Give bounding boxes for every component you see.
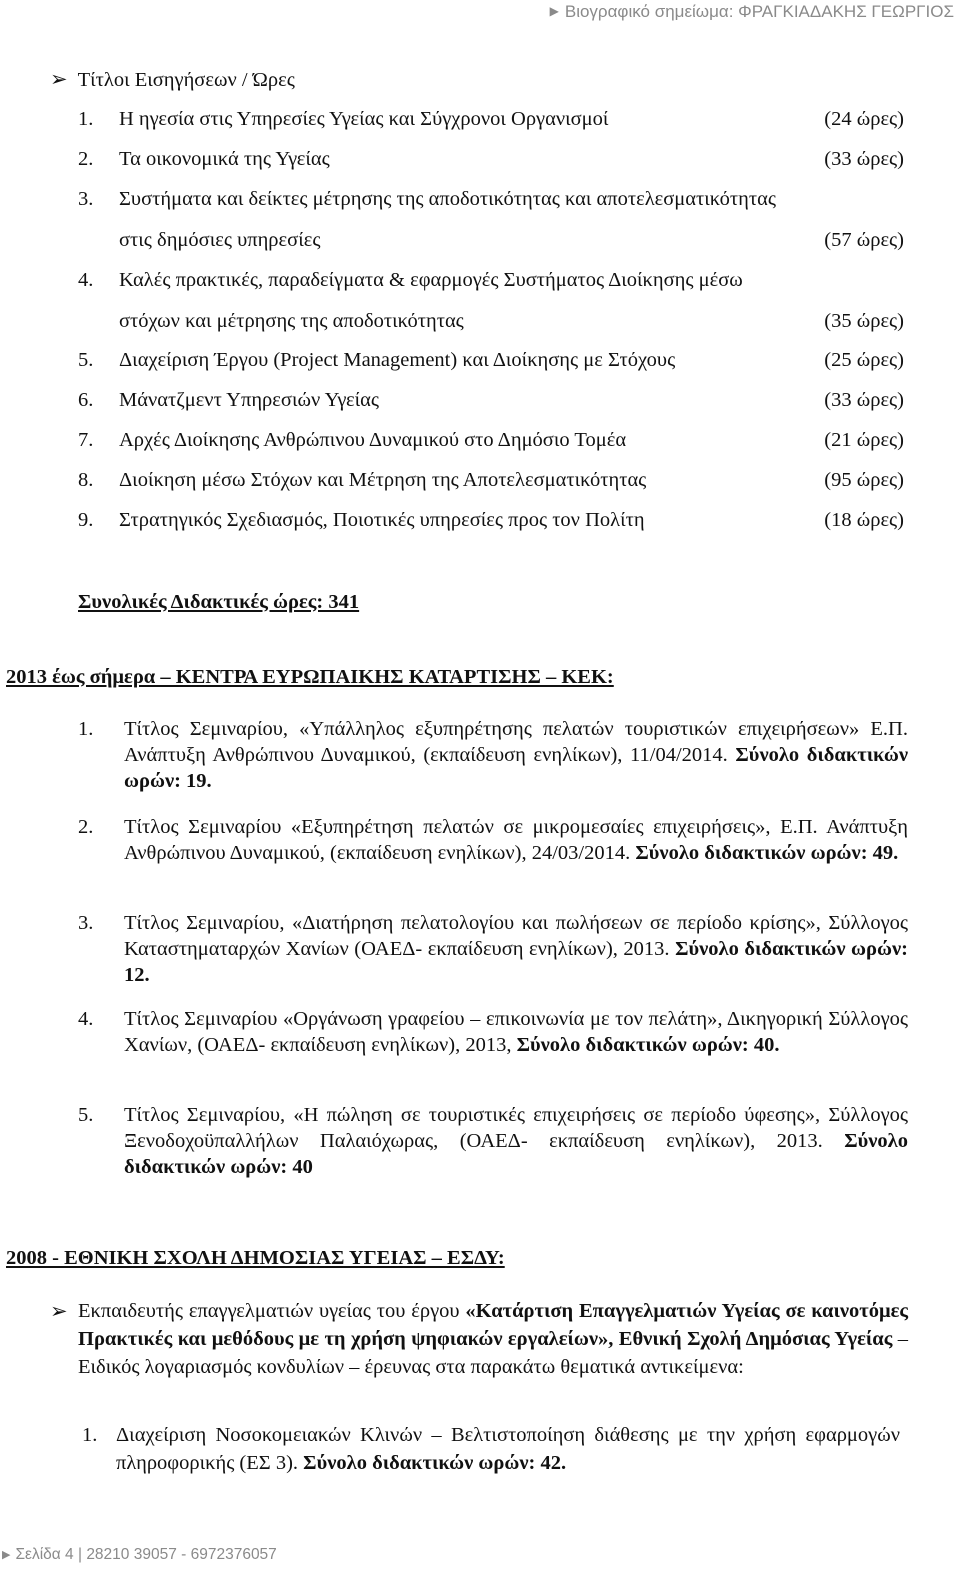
footer-phones: 28210 39057 - 6972376057 — [86, 1546, 277, 1563]
lecture-item: 3. Συστήματα και δείκτες μέτρησης της αποδοτικότητας και αποτελεσματικότητας — [78, 188, 776, 210]
project-item: 1. Διαχείριση Νοσοκομειακών Κλινών – Βελτιστοποίηση διάθεσης με την χρήση εφαρμογών πληροφορικής (ΕΣ 3). Σύνολο διδακτικών ωρών: 42. — [82, 1424, 900, 1474]
lecture-item: 6. Μάνατζμεντ Υπηρεσιών Υγείας (33 ώρες) — [78, 389, 904, 411]
lecture-item: 2. Τα οικονομικά της Υγείας (33 ώρες) — [78, 148, 904, 170]
page-header — [550, 2, 954, 22]
lecture-item: 1. Η ηγεσία στις Υπηρεσίες Υγείας και Σύγχρονοι Οργανισμοί (24 ώρες) — [78, 108, 904, 130]
lecture-item-continuation: στόχων και μέτρησης της αποδοτικότητας (35 ώρες) — [119, 310, 904, 332]
seminar-item: 3. Τίτλος Σεμιναρίου, «Διατήρηση πελατολογίου και πωλήσεων σε περίοδο κρίσης», Σύλλογος Καταστηματαρχών Χανίων (ΟΑΕΔ- εκπαίδευση ενηλίκων), 2013. Σύνολο διδακτικών ωρών: 12. — [78, 912, 908, 986]
triangle-icon: ▶ — [549, 4, 559, 18]
section-heading-kek: 2013 έως σήμερα – ΚΕΝΤΡΑ ΕΥΡΩΠΑΙΚΗΣ ΚΑΤΑΡΤΙΣΗΣ – ΚΕΚ: — [6, 666, 614, 688]
lecture-item: 4. Καλές πρακτικές, παραδείγματα & εφαρμογές Συστήματος Διοίκησης μέσω — [78, 269, 743, 291]
lecture-item: 8. Διοίκηση μέσω Στόχων και Μέτρηση της Αποτελεσματικότητας (95 ώρες) — [78, 469, 904, 491]
total-teaching-hours: Συνολικές Διδακτικές ώρες: 341 — [78, 591, 360, 613]
page-footer: ▶ Σελίδα 4 | 28210 39057 - 6972376057 — [2, 1546, 277, 1563]
triangle-icon: ▶ — [2, 1549, 11, 1561]
lecture-item-continuation: στις δημόσιες υπηρεσίες (57 ώρες) — [119, 229, 904, 251]
seminar-item: 2. Τίτλος Σεμιναρίου «Εξυπηρέτηση πελατών σε μικρομεσαίες επιχειρήσεις», Ε.Π. Ανάπτυξη Ανθρώπινου Δυναμικού, (εκπαίδευση ενηλίκων), 24/03/2014. Σύνολο διδακτικών ωρών: 49. — [78, 816, 908, 864]
seminar-item: 4. Τίτλος Σεμιναρίου «Οργάνωση γραφείου – επικοινωνία με τον πελάτη», Δικηγορική Σύλλογος Χανίων, (ΟΑΕΔ- εκπαίδευση ενηλίκων), 2013, Σύνολο διδακτικών ωρών: 40. — [78, 1008, 908, 1056]
lecture-item: 9. Στρατηγικός Σχεδιασμός, Ποιοτικές υπηρεσίες προς τον Πολίτη (18 ώρες) — [78, 509, 904, 531]
seminar-item: 5. Τίτλος Σεμιναρίου, «Η πώληση σε τουριστικές επιχειρήσεις σε περίοδο ύφεσης», Σύλλογος Ξενοδοχοϋπαλλήλων Παλαιόχωρας, (ΟΑΕΔ- εκπαίδευση ενηλίκων), 2013. Σύνολο διδακτικών ωρών: 40 — [78, 1104, 908, 1178]
lecture-item: 7. Αρχές Διοίκησης Ανθρώπινου Δυναμικού στο Δημόσιο Τομέα (21 ώρες) — [78, 429, 904, 451]
trainer-bullet: ➢ Εκπαιδευτής επαγγελματιών υγείας του έργου «Κατάρτιση Επαγγελματιών Υγείας σε καινοτόμες Πρακτικές και μεθόδους με τη χρήση ψηφιακών εργαλείων», Εθνική Σχολή Δημόσιας Υγείας – Ειδικός λογαριασμός κονδυλίων – έρευνας στα παρακάτω θεματικά αντικείμενα: — [50, 1299, 909, 1378]
seminar-item: 1. Τίτλος Σεμιναρίου, «Υπάλληλος εξυπηρέτησης πελατών τουριστικών επιχειρήσεων» Ε.Π. Ανάπτυξη Ανθρώπινου Δυναμικού, (εκπαίδευση ενηλίκων), 11/04/2014. Σύνολο διδακτικών ωρών: 19. — [78, 718, 908, 792]
section-title-lectures: ➢ Τίτλοι Εισηγήσεων / Ώρες — [50, 67, 295, 91]
lecture-item: 5. Διαχείριση Έργου (Project Management) και Διοίκησης με Στόχους (25 ώρες) — [78, 349, 904, 371]
page-number: Σελίδα 4 — [15, 1546, 74, 1563]
arrow-bullet-icon: ➢ — [50, 1299, 68, 1323]
section-heading-esdy: 2008 - ΕΘΝΙΚΗ ΣΧΟΛΗ ΔΗΜΟΣΙΑΣ ΥΓΕΙΑΣ – ΕΣΔΥ: — [6, 1247, 505, 1269]
header-text: Βιογραφικό σημείωμα: ΦΡΑΓΚΙΑΔΑΚΗΣ ΓΕΩΡΓΙΟΣ — [564, 2, 954, 21]
arrow-bullet-icon: ➢ — [50, 67, 68, 91]
